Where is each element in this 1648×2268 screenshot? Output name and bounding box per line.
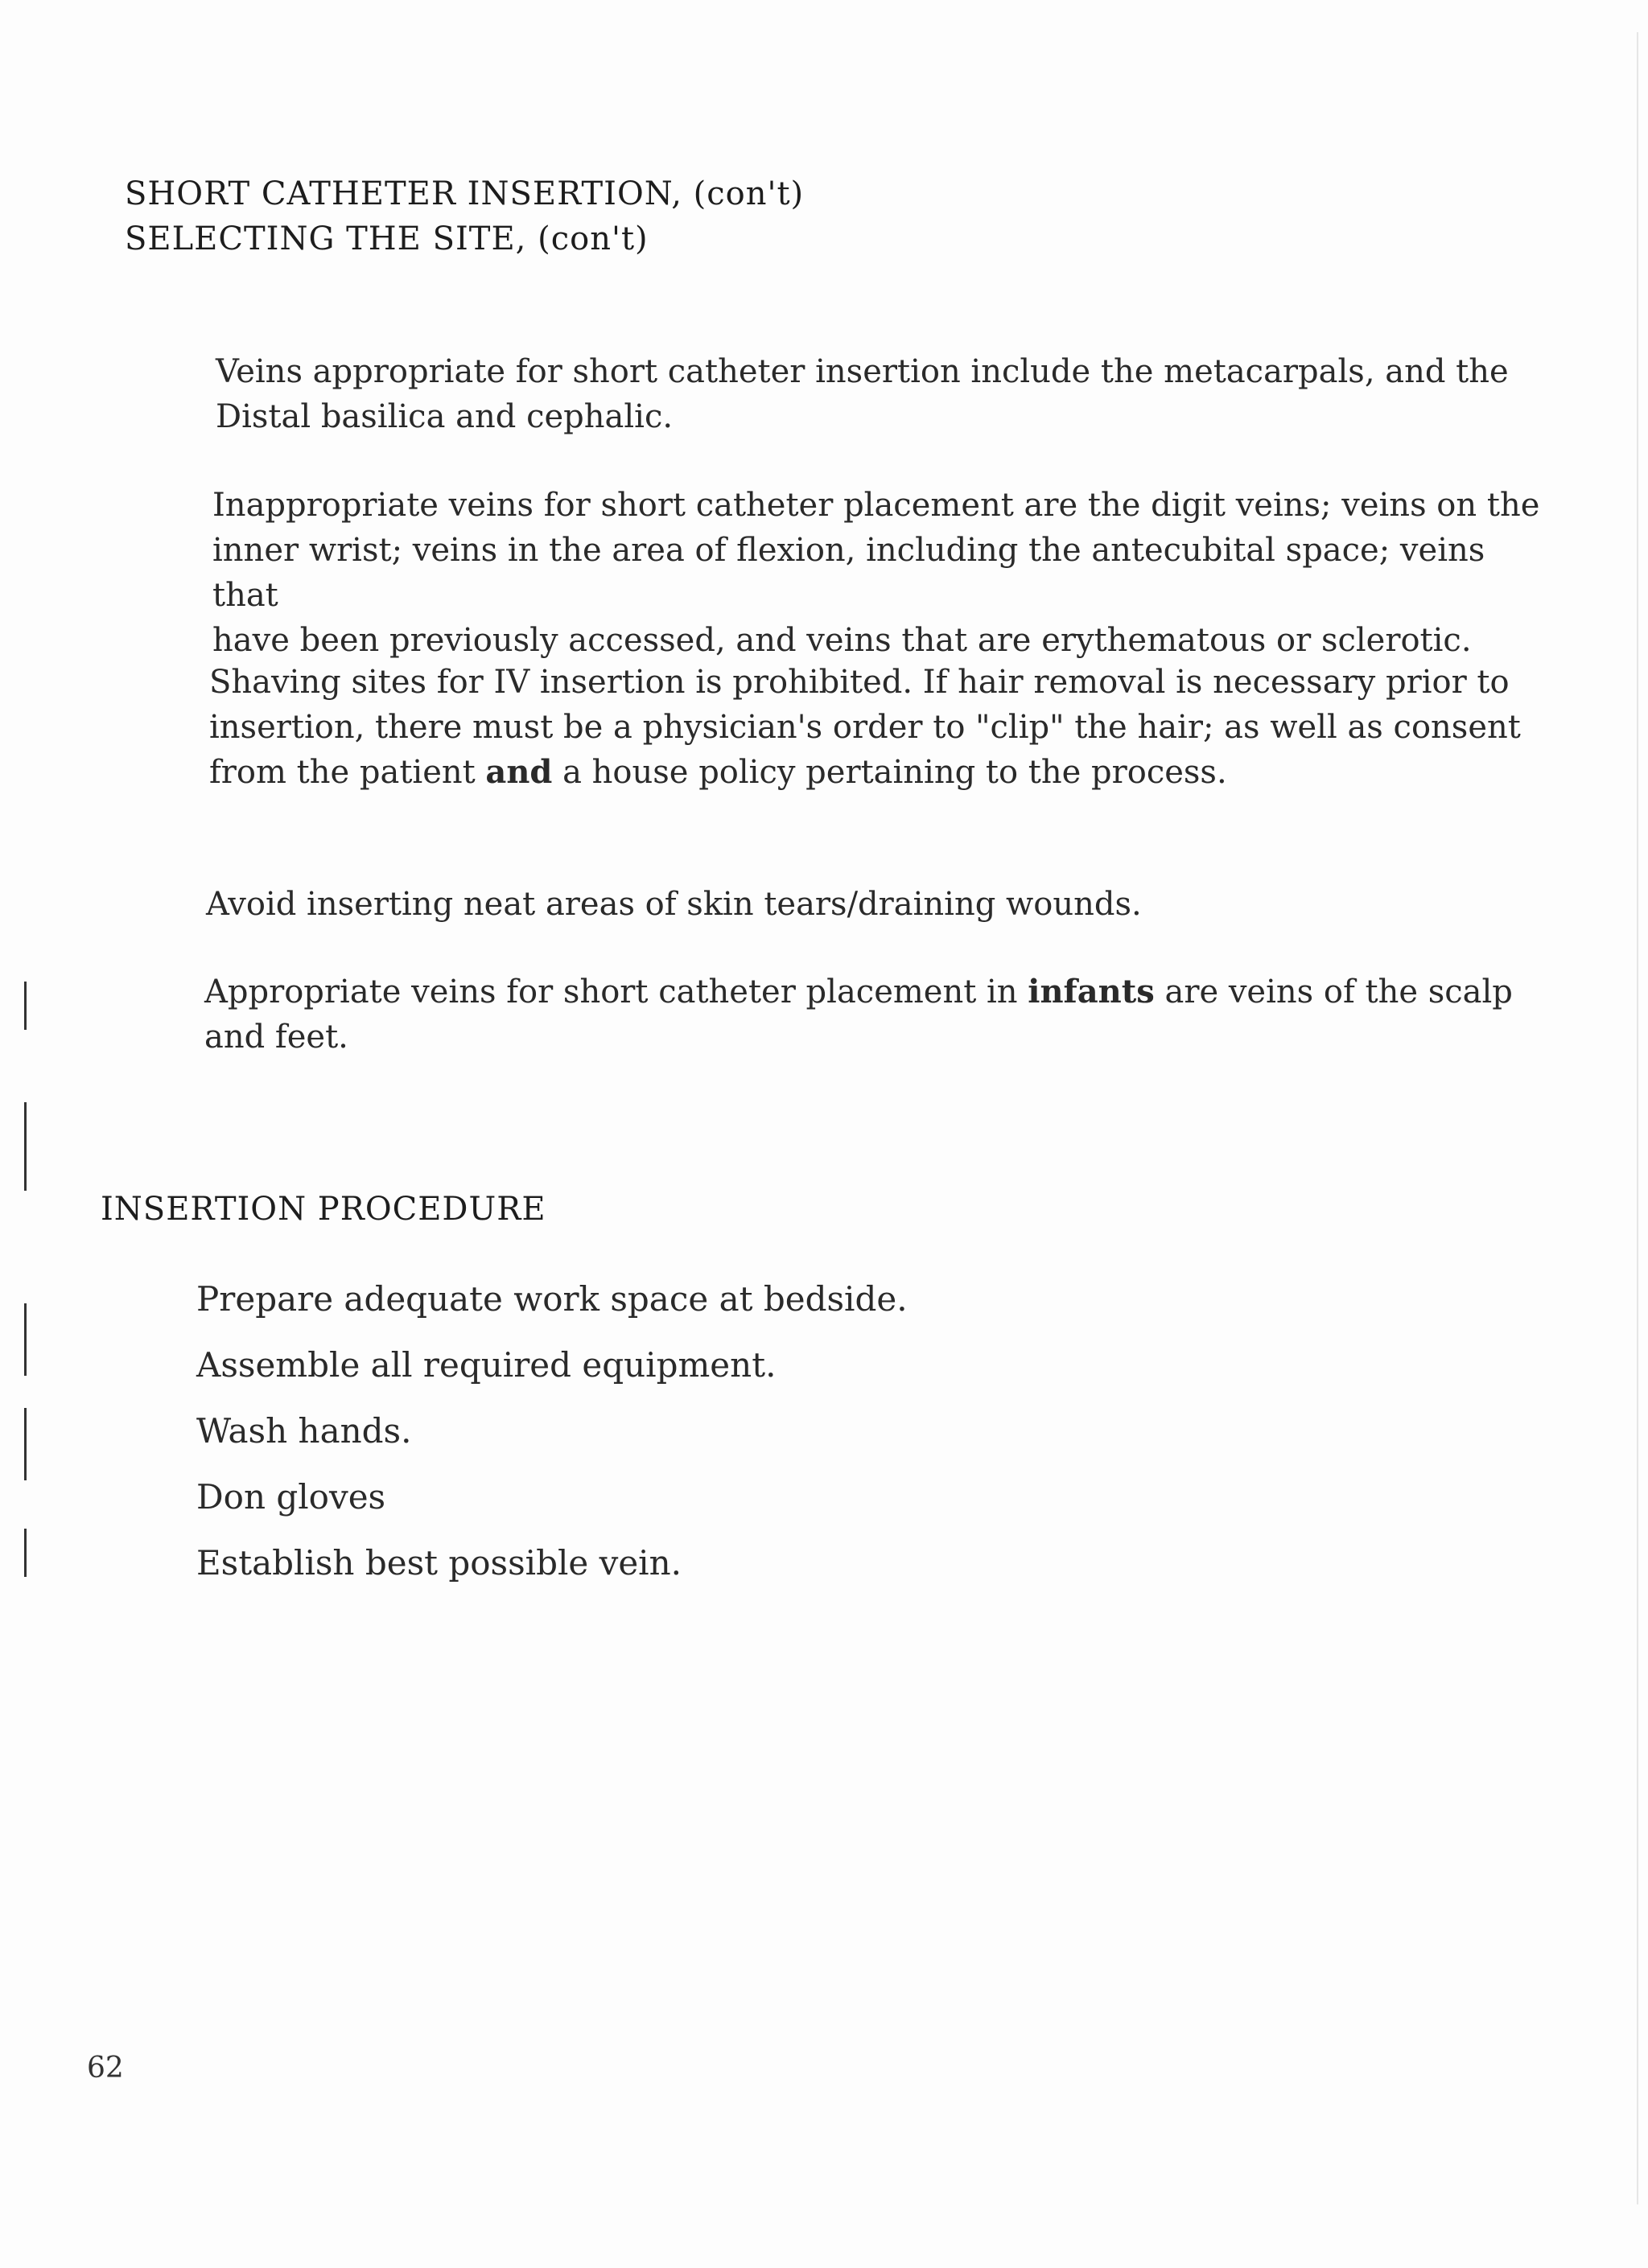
scan-artifact [24, 982, 27, 1030]
scan-artifact [24, 1529, 27, 1577]
insertion-procedure-heading: INSERTION PROCEDURE [101, 1191, 546, 1228]
paragraph-skin-tears: Avoid inserting neat areas of skin tears/draining wounds. [206, 886, 1142, 923]
section-heading: SHORT CATHETER INSERTION, (con't) [125, 175, 805, 212]
procedure-step: Wash hands. [196, 1411, 412, 1451]
paragraph-inappropriate-veins: Inappropriate veins for short catheter placement are the digit veins; veins on the inner wrist; veins in the area of flexion, including the antecubital space; veins that have been previously accessed, and veins that are erythematous or sclerotic. [212, 487, 1540, 659]
bold-emphasis: and [485, 753, 553, 791]
paragraph-shaving: Shaving sites for IV insertion is prohibited. If hair removal is necessary prior to insertion, there must be a physician's order to "clip" the hair; as well as consent from the patient and a house policy pertaining to the process. [209, 664, 1521, 791]
scan-artifact [24, 1303, 27, 1376]
scan-artifact [1637, 32, 1638, 2204]
subsection-heading: SELECTING THE SITE, (con't) [125, 220, 649, 257]
procedure-step: Prepare adequate work space at bedside. [196, 1279, 908, 1319]
page-number: 62 [87, 2052, 124, 2085]
bold-emphasis: infants [1028, 973, 1155, 1011]
procedure-step: Don gloves [196, 1477, 386, 1517]
procedure-step: Establish best possible vein. [196, 1543, 682, 1583]
scan-artifact [24, 1102, 27, 1191]
paragraph-appropriate-veins: Veins appropriate for short catheter insertion include the metacarpals, and the Distal basilica and cephalic. [216, 353, 1509, 435]
procedure-step: Assemble all required equipment. [196, 1345, 777, 1385]
paragraph-infants: Appropriate veins for short catheter placement in infants are veins of the scalp and feet. [204, 973, 1513, 1056]
scan-artifact [24, 1408, 27, 1480]
